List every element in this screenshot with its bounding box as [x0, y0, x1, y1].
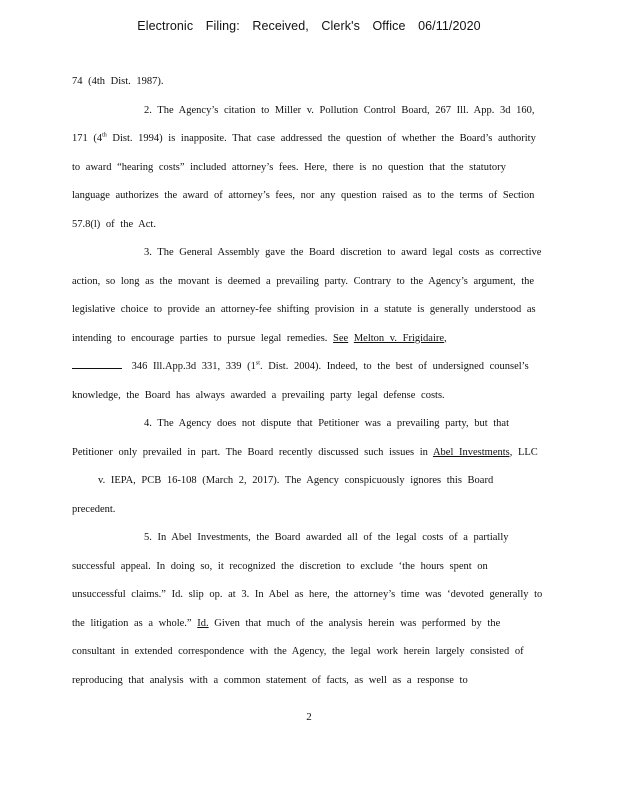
- paragraph-4-continued: v. IEPA, PCB 16-108 (March 2, 2017). The Agency conspicuously ignores this Board: [98, 475, 494, 486]
- citation-blank-line: [72, 359, 122, 369]
- paragraph-4-end: precedent.: [72, 503, 116, 515]
- case-citation: Abel Investments,: [432, 446, 513, 458]
- paragraph-2: 2. The Agency’s citation to Miller v. Pollution Control Board, 267 Ill. App. 3d 160, 171 (4th Dist. 1994) is inapposite. That case addressed the question of whether the Board’s authority to award “hearing costs” included attorney’s fees. Here, there is no question that the statutory language authorizes the award of attorney’s fees, nor any question raised as to the terms of Section 57.8(l) of the Act.: [72, 104, 536, 230]
- page-number: 2: [306, 711, 312, 723]
- paragraph-continuation: 74 (4th Dist. 1987).: [72, 76, 164, 87]
- case-citation: Melton v. Frigidaire,: [353, 332, 447, 344]
- paragraph-5: 5. In Abel Investments, the Board awarded all of the legal costs of a partially successful appeal. In doing so, it recognized the discretion to exclude ‘the hours spent on unsuccessful claims.” Id. slip op. at 3. In Abel as here, the attorney’s time was ‘devoted generally to the litigation as a whole.” Id. Given that much of the analysis herein was performed by the consultant in extended correspondence with the Agency, the legal work herein largely consisted of reproducing that analysis with a common statement of facts, as well as a response to: [72, 532, 543, 686]
- paragraph-3: 3. The General Assembly gave the Board discretion to award legal costs as corrective action, so long as the movant is deemed a prevailing party. Contrary to the Agency’s argument, the legislative choice to provide an attorney-fee shifting provision in a statute is generally understood as intending to encourage parties to pursue legal remedies. See Melton v. Frigidaire, 346 Ill.App.3d 331, 339 (1st. Dist. 2004). Indeed, to the best of undersigned counsel’s knowledge, the Board has always awarded a prevailing party legal defense costs.: [72, 247, 542, 401]
- case-citation: Id.: [197, 617, 209, 629]
- filing-header: Electronic Filing: Received, Clerk's Office 06/11/2020: [137, 19, 481, 33]
- document-body: [72, 68, 544, 695]
- citation-signal: See: [333, 332, 349, 344]
- paragraph-4: 4. The Agency does not dispute that Petitioner was a prevailing party, but that Petitioner only prevailed in part. The Board recently discussed such issues in Abel Investments, LLC: [72, 418, 538, 458]
